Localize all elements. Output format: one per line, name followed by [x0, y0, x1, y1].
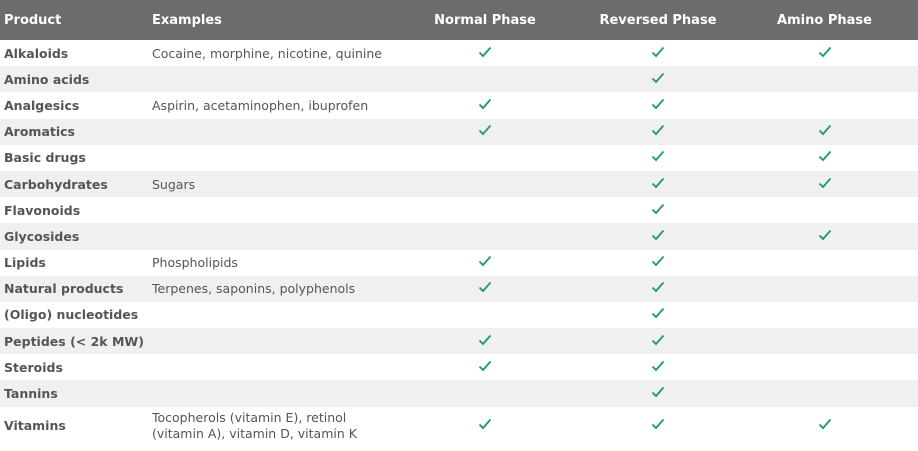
product-cell: Aromatics	[0, 119, 152, 145]
check-icon	[478, 45, 492, 59]
table-row	[0, 407, 918, 445]
check-icon	[651, 71, 665, 85]
check-icon	[651, 333, 665, 347]
check-icon	[651, 280, 665, 294]
product-cell: Tannins	[0, 380, 152, 406]
product-cell: Basic drugs	[4, 150, 86, 166]
normal-phase-cell	[385, 197, 585, 223]
normal-phase-cell	[385, 223, 585, 249]
reversed-phase-cell	[585, 171, 731, 197]
table-row	[0, 250, 918, 276]
check-icon	[651, 45, 665, 59]
check-icon	[651, 417, 665, 431]
normal-phase-cell	[385, 66, 585, 92]
header-product: Product	[0, 0, 152, 40]
amino-phase-cell	[731, 171, 918, 197]
reversed-phase-cell	[585, 328, 731, 354]
reversed-phase-cell	[585, 92, 731, 118]
amino-phase-cell	[731, 223, 918, 249]
examples-cell	[152, 354, 385, 380]
product-cell: Carbohydrates	[0, 171, 152, 197]
normal-phase-cell	[385, 276, 585, 302]
table-row	[0, 328, 918, 354]
normal-phase-cell	[385, 380, 585, 406]
check-icon	[651, 176, 665, 190]
amino-phase-cell	[731, 197, 918, 223]
normal-phase-cell	[385, 407, 585, 445]
normal-phase-cell	[385, 92, 585, 118]
examples-cell: Cocaine, morphine, nicotine, quinine	[152, 45, 382, 61]
table-row	[0, 145, 918, 171]
reversed-phase-cell	[585, 145, 731, 171]
examples-cell	[152, 66, 385, 92]
amino-phase-cell	[731, 276, 918, 302]
examples-cell	[152, 197, 385, 223]
header-amino-phase: Amino Phase	[731, 0, 918, 40]
normal-phase-cell	[385, 40, 585, 66]
amino-phase-cell	[731, 119, 918, 145]
product-cell: Peptides (< 2k MW)	[0, 328, 152, 354]
table-row	[0, 354, 918, 380]
check-icon	[478, 280, 492, 294]
header-reversed-phase: Reversed Phase	[585, 0, 731, 40]
table-row	[0, 197, 918, 223]
examples-cell: Aspirin, acetaminophen, ibuprofen	[152, 97, 369, 113]
header-normal-phase: Normal Phase	[385, 0, 585, 40]
table-body	[0, 40, 918, 445]
amino-phase-cell	[731, 92, 918, 118]
check-icon	[651, 123, 665, 137]
check-icon	[478, 359, 492, 373]
product-cell: (Oligo) nucleotides	[4, 307, 139, 323]
check-icon	[818, 417, 832, 431]
examples-cell: Sugars	[152, 171, 385, 197]
normal-phase-cell	[385, 302, 585, 328]
table-row	[0, 276, 918, 302]
check-icon	[478, 123, 492, 137]
product-cell: Natural products	[0, 276, 152, 302]
examples-cell	[152, 119, 385, 145]
check-icon	[651, 385, 665, 399]
header-row	[0, 0, 918, 40]
check-icon	[478, 97, 492, 111]
amino-phase-cell	[731, 250, 918, 276]
check-icon	[818, 123, 832, 137]
reversed-phase-cell	[585, 380, 731, 406]
check-icon	[651, 228, 665, 242]
check-icon	[478, 333, 492, 347]
normal-phase-cell	[385, 354, 585, 380]
product-cell: Alkaloids	[4, 45, 69, 61]
check-icon	[651, 149, 665, 163]
check-icon	[818, 149, 832, 163]
product-cell: Amino acids	[0, 66, 152, 92]
table-row	[0, 119, 918, 145]
product-cell: Steroids	[4, 359, 63, 375]
table-row	[0, 66, 918, 92]
reversed-phase-cell	[585, 119, 731, 145]
examples-cell	[152, 380, 385, 406]
normal-phase-cell	[385, 145, 585, 171]
product-cell: Flavonoids	[4, 202, 81, 218]
reversed-phase-cell	[585, 223, 731, 249]
table-row	[0, 380, 918, 406]
table-row	[0, 40, 918, 66]
amino-phase-cell	[731, 407, 918, 445]
product-cell: Vitamins	[4, 417, 66, 433]
amino-phase-cell	[731, 328, 918, 354]
table-row	[0, 223, 918, 249]
check-icon	[651, 306, 665, 320]
check-icon	[818, 228, 832, 242]
check-icon	[651, 254, 665, 268]
product-cell: Analgesics	[4, 97, 80, 113]
table-row	[0, 171, 918, 197]
reversed-phase-cell	[585, 407, 731, 445]
table-row	[0, 302, 918, 328]
normal-phase-cell	[385, 171, 585, 197]
check-icon	[651, 97, 665, 111]
amino-phase-cell	[731, 380, 918, 406]
product-cell: Lipids	[4, 255, 46, 271]
amino-phase-cell	[731, 354, 918, 380]
table-row	[0, 92, 918, 118]
examples-cell	[152, 145, 385, 171]
reversed-phase-cell	[585, 276, 731, 302]
amino-phase-cell	[731, 302, 918, 328]
product-cell: Glycosides	[0, 223, 152, 249]
normal-phase-cell	[385, 119, 585, 145]
examples-cell	[152, 328, 385, 354]
reversed-phase-cell	[585, 354, 731, 380]
amino-phase-cell	[731, 40, 918, 66]
examples-cell	[152, 302, 385, 328]
normal-phase-cell	[385, 328, 585, 354]
check-icon	[478, 417, 492, 431]
examples-cell: Phospholipids	[152, 255, 238, 271]
reversed-phase-cell	[585, 250, 731, 276]
examples-cell: Tocopherols (vitamin E), retinol (vitamin A), vitamin D, vitamin K	[152, 409, 357, 441]
amino-phase-cell	[731, 66, 918, 92]
amino-phase-cell	[731, 145, 918, 171]
examples-cell	[152, 223, 385, 249]
check-icon	[651, 359, 665, 373]
check-icon	[818, 176, 832, 190]
normal-phase-cell	[385, 250, 585, 276]
check-icon	[478, 254, 492, 268]
reversed-phase-cell	[585, 40, 731, 66]
examples-cell: Terpenes, saponins, polyphenols	[152, 276, 385, 302]
check-icon	[651, 202, 665, 216]
reversed-phase-cell	[585, 66, 731, 92]
header-examples: Examples	[152, 0, 385, 40]
reversed-phase-cell	[585, 302, 731, 328]
reversed-phase-cell	[585, 197, 731, 223]
check-icon	[818, 45, 832, 59]
